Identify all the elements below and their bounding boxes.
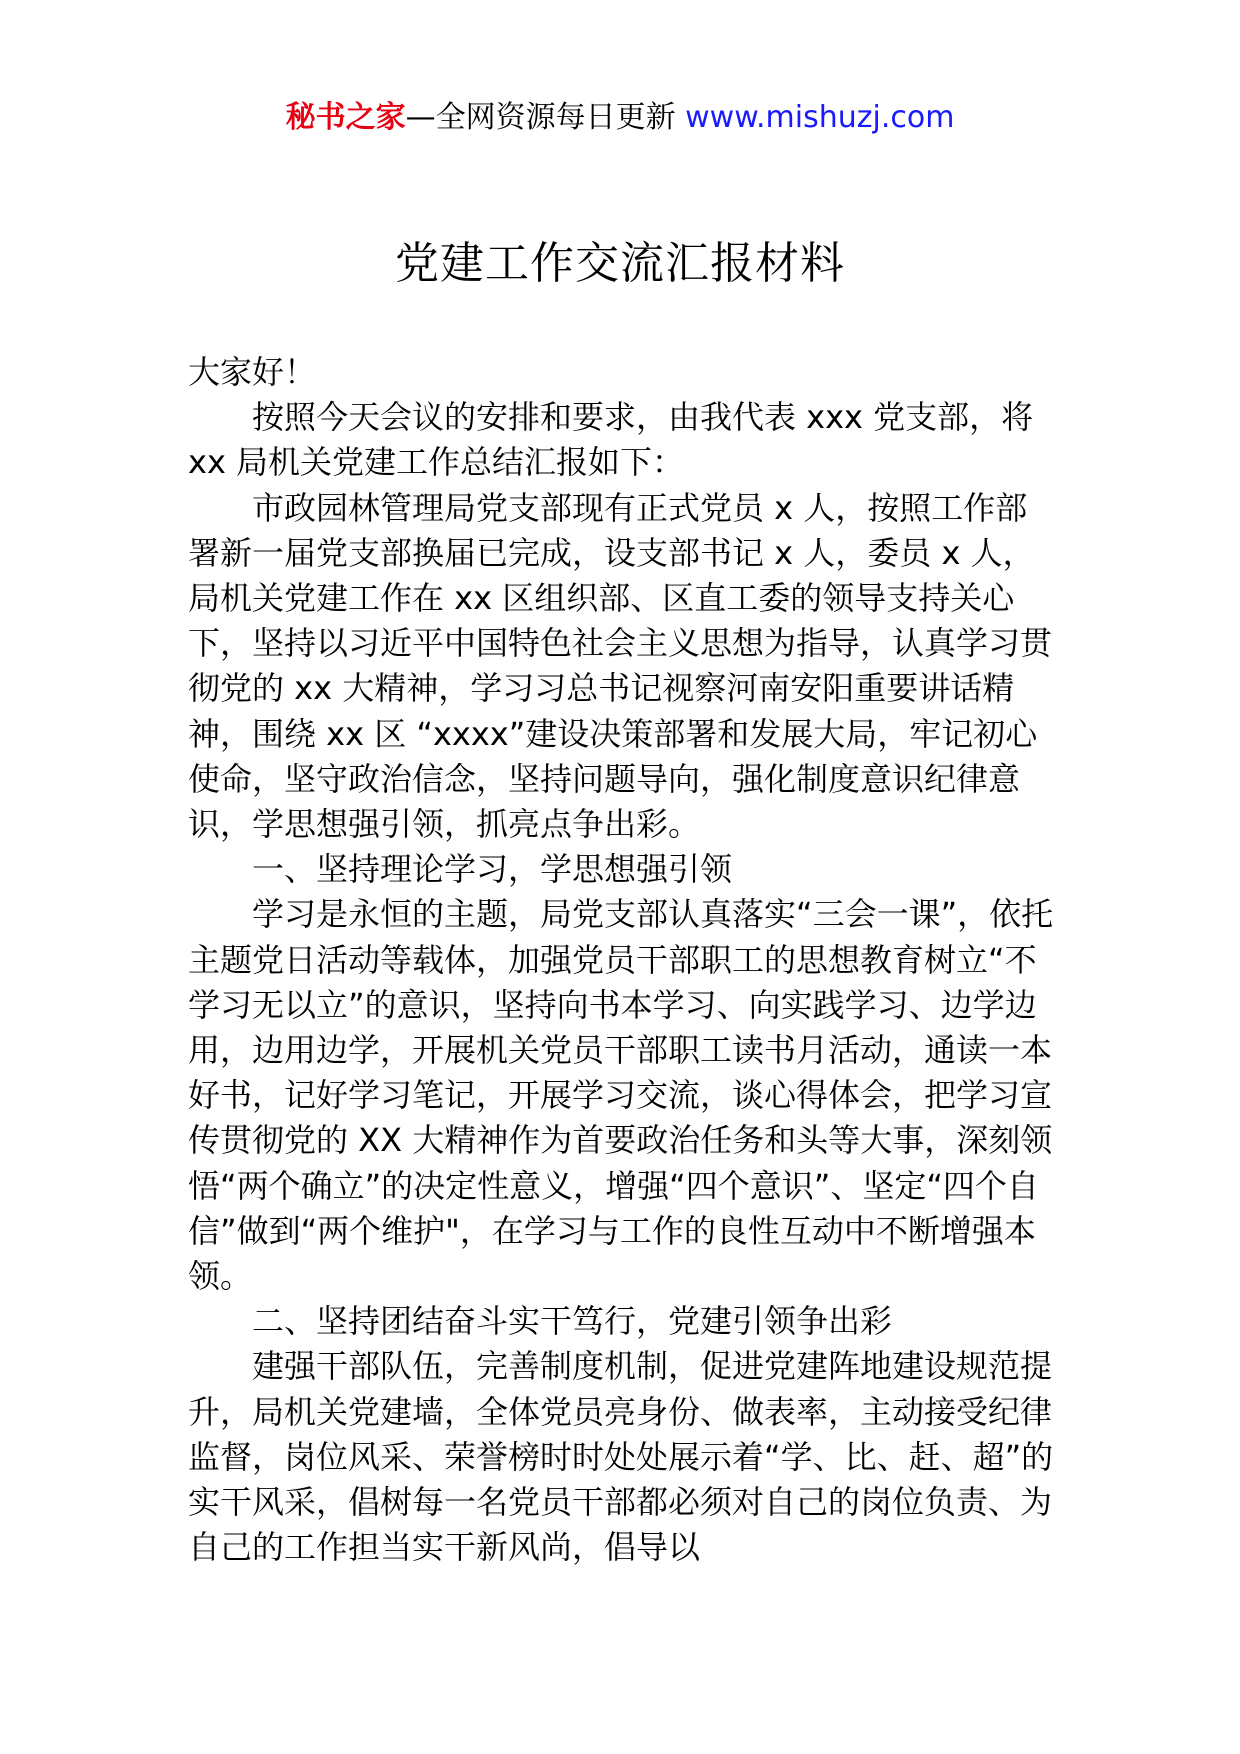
document-title: 党建工作交流汇报材料 bbox=[395, 238, 845, 289]
site-url-link[interactable]: www.mishuzj.com bbox=[685, 100, 955, 135]
site-header bbox=[0, 98, 1240, 138]
document-body bbox=[188, 350, 1058, 1570]
paragraph-intro: 按照今天会议的安排和要求，由我代表 xxx 党支部，将 xx 局机关党建工作总结汇报如下： bbox=[188, 398, 1034, 482]
section-paragraph-1: 学习是永恒的主题，局党支部认真落实“三会一课”，依托主题党日活动等载体，加强党员干部职工的思想教育树立“不学习无以立”的意识，坚持向书本学习、向实践学习、边学边用，边用边学，开展机关党员干部职工读书月活动，通读一本好书，记好学习笔记，开展学习交流，谈心得体会，把学习宣传贯彻党的 XX 大精神作为首要政治任务和头等大事，深刻领悟“两个确立”的决定性意义，增强“四个意识”、坚定“四个自信”做到“两个维护"，在学习与工作的良性互动中不断增强本领。 bbox=[188, 895, 1054, 1296]
section-heading-1: 一、坚持理论学习，学思想强引领 bbox=[252, 850, 733, 889]
section-paragraph-2: 建强干部队伍，完善制度机制，促进党建阵地建设规范提升，局机关党建墙，全体党员亮身份、做表率，主动接受纪律监督，岗位风采、荣誉榜时时处处展示着“学、比、赶、超”的实干风采，倡树每一名党员干部都必须对自己的岗位负责、为自己的工作担当实干新风尚，倡导以 bbox=[188, 1347, 1054, 1567]
site-slogan: —全网资源每日更新 bbox=[405, 100, 676, 135]
greeting: 大家好！ bbox=[188, 353, 317, 391]
site-brand: 秘书之家 bbox=[285, 100, 406, 135]
section-heading-2: 二、坚持团结奋斗实干笃行，党建引领争出彩 bbox=[252, 1302, 893, 1341]
paragraph-overview: 市政园林管理局党支部现有正式党员 x 人，按照工作部署新一届党支部换届已完成，设支部书记 x 人，委员 x 人，局机关党建工作在 xx 区组织部、区直工委的领导支持关心下，坚持以习近平中国特色社会主义思想为指导，认真学习贯彻党的 xx 大精神，学习习总书记视察河南安阳重要讲话精神，围绕 xx 区 “xxxx”建设决策部署和发展大局，牢记初心使命，坚守政治信念，坚持问题导向，强化制度意识纪律意识，学思想强引领，抓亮点争出彩。 bbox=[188, 488, 1053, 844]
